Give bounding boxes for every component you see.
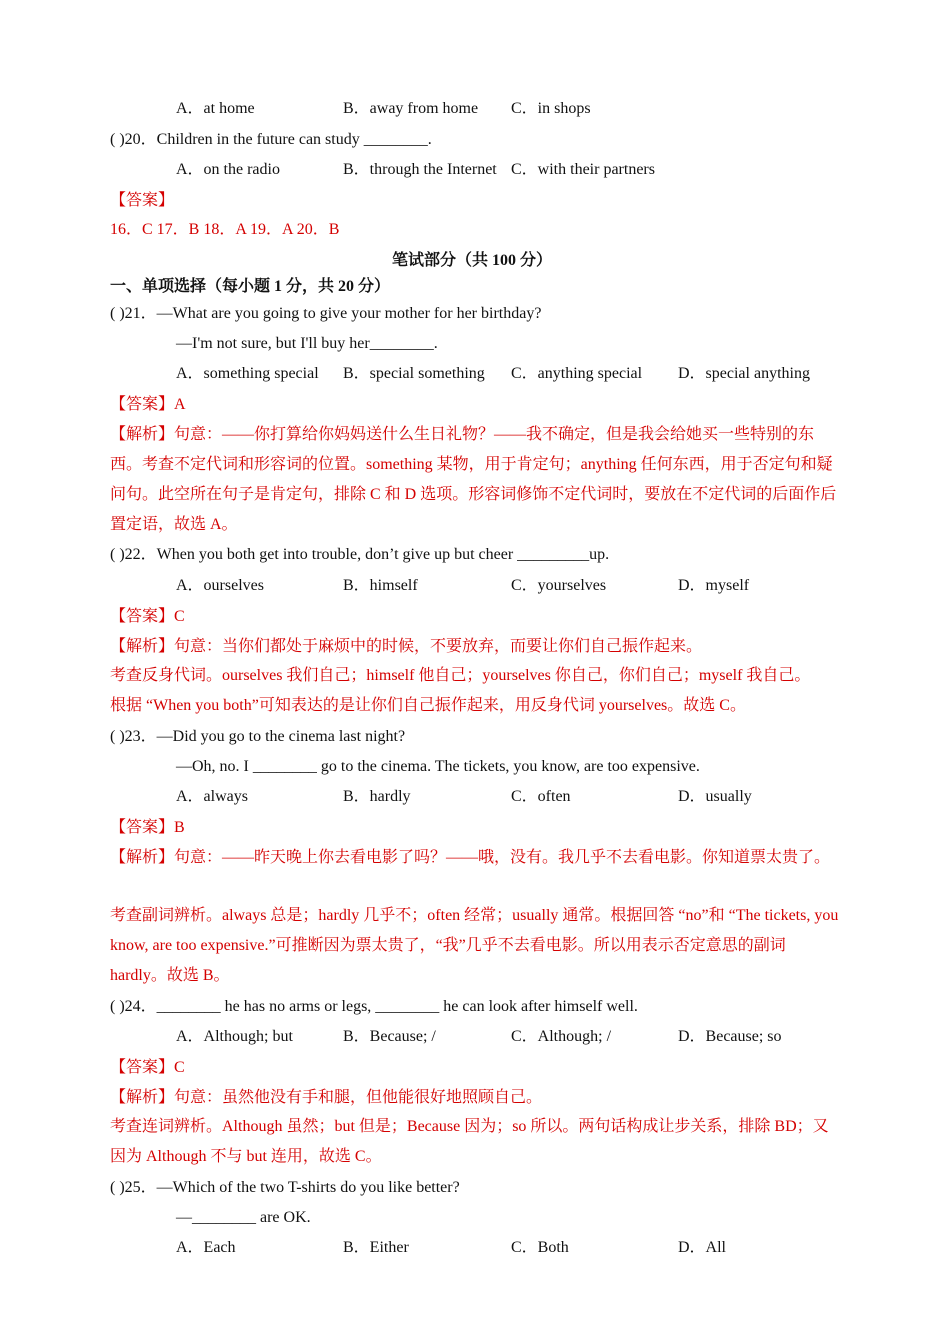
q23-line2: —Oh, no. I ________ go to the cinema. The tickets, you know, are too expensive. [176, 758, 700, 775]
q23-answer: 【答案】B [110, 819, 185, 836]
q24-option-a: A．Although; but [176, 1028, 293, 1045]
written-section-title: 笔试部分（共 100 分） [392, 252, 553, 269]
q24-answer: 【答案】C [110, 1059, 185, 1076]
q22-option-b: B．himself [343, 577, 418, 594]
q23-option-a: A．always [176, 788, 248, 805]
listen-answers: 16．C 17．B 18．A 19．A 20．B [110, 221, 340, 238]
q25-line2: —________ are OK. [176, 1209, 311, 1226]
q22-option-c: C．yourselves [511, 577, 607, 594]
q24-analysis-2: 考查连词辨析。Although 虽然；but 但是；Because 因为；so 所以。两句话构成让步关系，排除 BD；又因为 Although 不与 but 连用，故选 C。 [110, 1118, 829, 1165]
q21-option-c: C．anything special [511, 365, 643, 382]
q19-option-a: A．at home [176, 100, 255, 117]
q21-analysis: 【解析】句意：——你打算给你妈妈送什么生日礼物？——我不确定，但是我会给她买一些特别的东西。考查不定代词和形容词的位置。something 某物，用于肯定句；anything 任何东西，用于否定句和疑问句。此空所在句子是肯定句，排除 C 和 D 选项。形容词修饰不定代词时，要放在不定代词的后面作后置定语，故选 A。 [110, 426, 837, 533]
section1-title: 一、单项选择（每小题 1 分，共 20 分） [110, 278, 391, 295]
listen-answer-label: 【答案】 [110, 192, 175, 209]
q23-option-c: C．often [511, 788, 571, 805]
q25-stem: ( )25．—Which of the two T-shirts do you like better? [110, 1179, 460, 1196]
q22-analysis-1: 【解析】句意：当你们都处于麻烦中的时候，不要放弃，而要让你们自己振作起来。 [110, 638, 703, 655]
q22-stem: ( )22．When you both get into trouble, don’t give up but cheer _________up. [110, 546, 610, 563]
q23-option-d: D．usually [678, 788, 752, 805]
q21-option-a: A．something special [176, 365, 319, 382]
q19-option-c: C．in shops [511, 100, 591, 117]
q24-analysis-1: 【解析】句意：虽然他没有手和腿，但他能很好地照顾自己。 [110, 1089, 543, 1106]
q24-option-b: B．Because; / [343, 1028, 436, 1045]
q19-option-b: B．away from home [343, 100, 479, 117]
q23-option-b: B．hardly [343, 788, 411, 805]
q24-option-c: C．Although; / [511, 1028, 612, 1045]
q22-option-a: A．ourselves [176, 577, 264, 594]
q23-stem: ( )23．—Did you go to the cinema last night? [110, 728, 406, 745]
q25-option-c: C．Both [511, 1239, 569, 1256]
q21-option-b: B．special something [343, 365, 485, 382]
q20-option-b: B．through the Internet [343, 161, 497, 178]
q21-option-d: D．special anything [678, 365, 810, 382]
q20-option-c: C．with their partners [511, 161, 655, 178]
q22-option-d: D．myself [678, 577, 750, 594]
q21-line2: —I'm not sure, but I'll buy her________. [176, 335, 438, 352]
q21-stem: ( )21．—What are you going to give your mother for her birthday? [110, 305, 542, 322]
q20-option-a: A．on the radio [176, 161, 280, 178]
q22-analysis-2: 考查反身代词。ourselves 我们自己；himself 他自己；yourselves 你自己，你们自己；myself 我自己。 [110, 667, 811, 684]
q20-stem: ( )20．Children in the future can study ________. [110, 131, 432, 148]
q23-analysis-2: 考查副词辨析。always 总是；hardly 几乎不；often 经常；usually 通常。根据回答 “no”和 “The tickets, you know, are too expensive.”可推断因为票太贵了，“我”几乎不去看电影。所以用表示否定意思的副词 hardly。故选 B。 [110, 907, 839, 984]
q22-analysis-3: 根据 “When you both”可知表达的是让你们自己振作起来，用反身代词 yourselves。故选 C。 [110, 697, 746, 714]
q25-option-d: D．All [678, 1239, 727, 1256]
q23-analysis-1: 【解析】句意：——昨天晚上你去看电影了吗？——哦，没有。我几乎不去看电影。你知道票太贵了。 [110, 849, 831, 866]
q24-option-d: D．Because; so [678, 1028, 782, 1045]
q24-stem: ( )24．________ he has no arms or legs, ________ he can look after himself well. [110, 998, 638, 1015]
q25-option-b: B．Either [343, 1239, 409, 1256]
q25-option-a: A．Each [176, 1239, 236, 1256]
q21-answer: 【答案】A [110, 396, 186, 413]
q22-answer: 【答案】C [110, 608, 185, 625]
